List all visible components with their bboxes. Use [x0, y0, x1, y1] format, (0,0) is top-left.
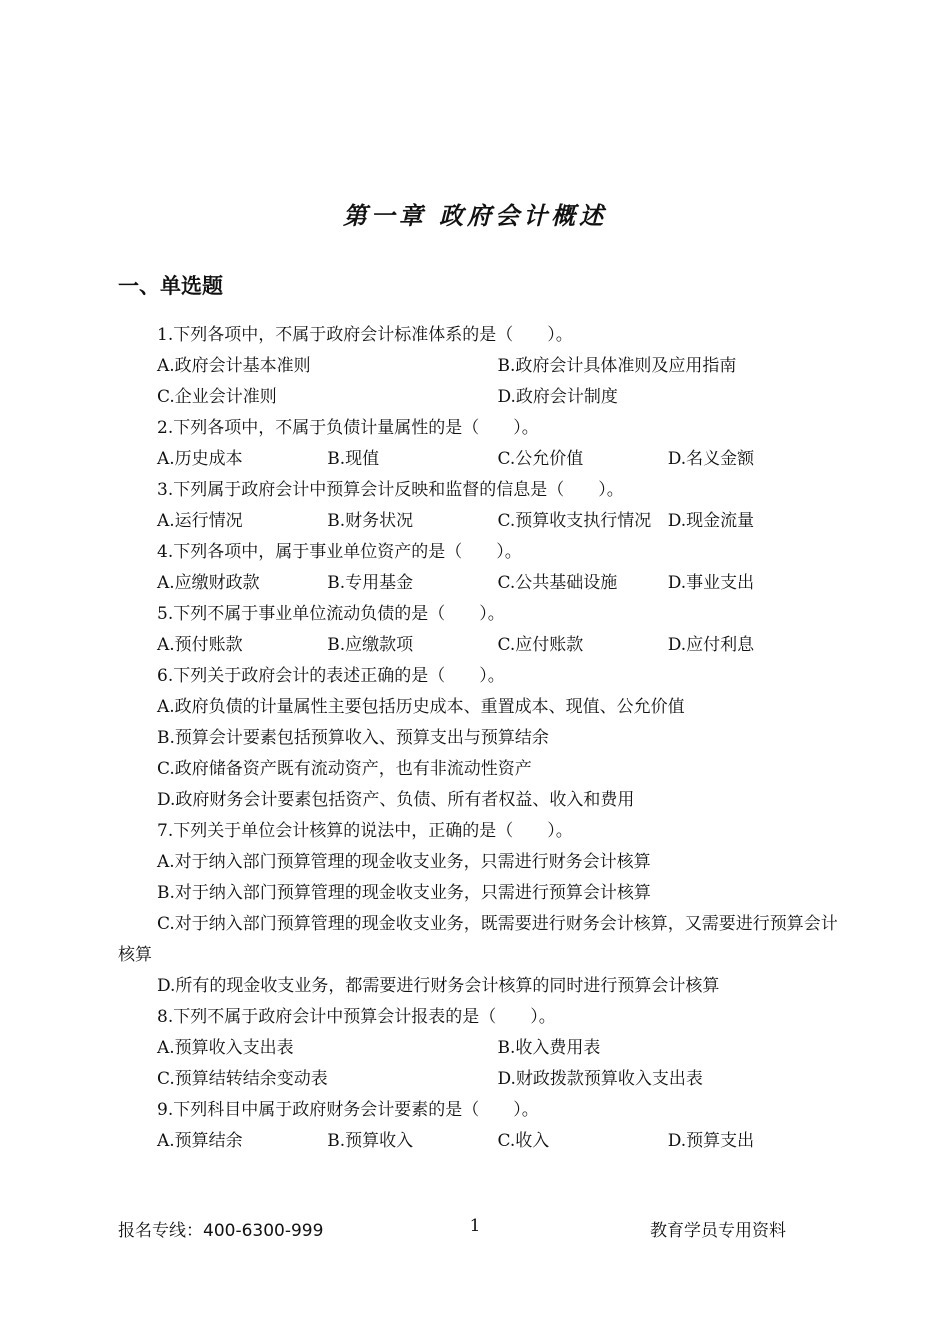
option: B.收入费用表	[497, 1038, 601, 1058]
option: A.历史成本	[157, 449, 243, 469]
option: D.财政拨款预算收入支出表	[497, 1069, 703, 1089]
question-6: 6.下列关于政府会计的表述正确的是（ ）。	[157, 666, 505, 686]
page-number: 1	[469, 1216, 481, 1236]
chapter-title: 第一章 政府会计概述	[342, 201, 608, 230]
option: C.企业会计准则	[157, 387, 277, 407]
option: D.事业支出	[667, 573, 755, 593]
option: B.财务状况	[327, 511, 414, 531]
option: B.专用基金	[327, 573, 414, 593]
question-3-options	[118, 506, 838, 537]
question-5-options	[118, 630, 838, 661]
option: D.现金流量	[667, 511, 755, 531]
option: B.政府会计具体准则及应用指南	[497, 356, 737, 376]
section-title: 一、单选题	[118, 274, 223, 298]
option: A.预算结余	[157, 1131, 243, 1151]
option: D.政府会计制度	[497, 387, 618, 407]
option: B.预算收入	[327, 1131, 414, 1151]
option: C.收入	[497, 1131, 550, 1151]
option: C.预算收支执行情况	[497, 511, 652, 531]
question-1-options	[118, 382, 838, 413]
option: A.预算收入支出表	[157, 1038, 294, 1058]
question-2-options	[118, 444, 838, 475]
option: A.运行情况	[157, 511, 243, 531]
question-1: 1.下列各项中，不属于政府会计标准体系的是（ ）。	[157, 325, 573, 345]
option: A.政府负债的计量属性主要包括历史成本、重置成本、现值、公允价值	[157, 697, 685, 717]
footer-hotline: 报名专线：400-6300-999	[118, 1221, 324, 1241]
option: B.预算会计要素包括预算收入、预算支出与预算结余	[157, 728, 549, 748]
option: D.名义金额	[667, 449, 755, 469]
question-9-options	[118, 1126, 838, 1157]
option: C.政府储备资产既有流动资产，也有非流动性资产	[157, 759, 532, 779]
question-8-options	[118, 1064, 838, 1095]
question-9: 9.下列科目中属于政府财务会计要素的是（ ）。	[157, 1100, 539, 1120]
question-7: 7.下列关于单位会计核算的说法中，正确的是（ ）。	[157, 821, 573, 841]
footer-note: 教育学员专用资料	[650, 1221, 786, 1241]
option: D.政府财务会计要素包括资产、负债、所有者权益、收入和费用	[157, 790, 635, 810]
option: D.应付利息	[667, 635, 755, 655]
question-list	[118, 320, 838, 1157]
question-2: 2.下列各项中，不属于负债计量属性的是（ ）。	[157, 418, 539, 438]
question-8: 8.下列不属于政府会计中预算会计报表的是（ ）。	[157, 1007, 556, 1027]
option: A.应缴财政款	[157, 573, 260, 593]
option: C.预算结转结余变动表	[157, 1069, 328, 1089]
question-3: 3.下列属于政府会计中预算会计反映和监督的信息是（ ）。	[157, 480, 624, 500]
question-8-options	[118, 1033, 838, 1064]
question-4-options	[118, 568, 838, 599]
option: B.现值	[327, 449, 380, 469]
option: A.预付账款	[157, 635, 243, 655]
option: A.对于纳入部门预算管理的现金收支业务，只需进行财务会计核算	[157, 852, 651, 872]
question-1-options	[118, 351, 838, 382]
option: C.对于纳入部门预算管理的现金收支业务，既需要进行财务会计核算，又需要进行预算会计核算	[118, 914, 838, 965]
option: D.预算支出	[667, 1131, 755, 1151]
question-5: 5.下列不属于事业单位流动负债的是（ ）。	[157, 604, 505, 624]
option: B.对于纳入部门预算管理的现金收支业务，只需进行预算会计核算	[157, 883, 651, 903]
option: C.应付账款	[497, 635, 584, 655]
option: A.政府会计基本准则	[157, 356, 311, 376]
option: C.公共基础设施	[497, 573, 618, 593]
option: D.所有的现金收支业务，都需要进行财务会计核算的同时进行预算会计核算	[157, 976, 720, 996]
question-4: 4.下列各项中，属于事业单位资产的是（ ）。	[157, 542, 522, 562]
option: C.公允价值	[497, 449, 584, 469]
option: B.应缴款项	[327, 635, 414, 655]
